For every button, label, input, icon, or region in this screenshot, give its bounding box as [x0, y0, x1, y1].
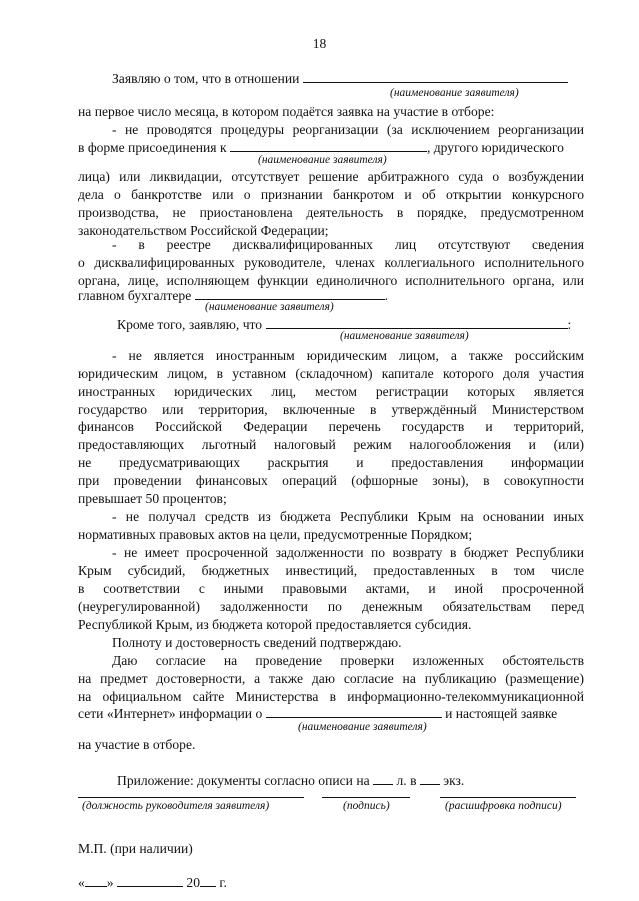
debt-line-4: (неурегулированной) задолженности по денежным обязательствам перед	[78, 599, 584, 614]
signature-caption: (подпись)	[343, 800, 390, 812]
reorganization-line-1: - не проводятся процедуры реорганизации (за исключением реорганизации	[112, 122, 584, 137]
sheets-count-blank	[373, 772, 393, 785]
budget-funds-line-1: - не получал средств из бюджета Республики Крым на основании иных	[112, 509, 584, 524]
page-number: 18	[312, 36, 327, 51]
year-prefix: 20	[186, 875, 200, 890]
foreign-line-8: при проведении финансовых операций (офшорные зоны), в совокупности	[78, 473, 584, 488]
debt-line-5: Республикой Крым, из бюджета которой предоставляется субсидия.	[78, 617, 472, 632]
day-blank	[85, 874, 107, 887]
debt-line-1: - не имеет просроченной задолженности по возврату в бюджет Республики	[112, 545, 584, 560]
foreign-line-3: иностранных юридических лиц, местом регистрации которых является	[78, 384, 584, 399]
foreign-line-7: не предусматривающих раскрытия и предоставления информации	[78, 455, 584, 470]
attachment-text: Приложение: документы согласно описи на	[117, 773, 370, 788]
applicant-name-caption: (наименование заявителя)	[390, 87, 519, 99]
foreign-line-4: государство или территория, включенные в утверждённый Министерством	[78, 402, 584, 417]
debt-line-2: Крым субсидий, бюджетных инвестиций, предоставленных в том числе	[78, 563, 584, 578]
confirmation-line: Полноту и достоверность сведений подтверждаю.	[112, 635, 402, 650]
consent-line-1: Даю согласие на проведение проверки изложенных обстоятельств	[112, 653, 584, 668]
sheets-text: л. в	[396, 773, 417, 788]
budget-funds-line-2: нормативных правовых актов на цели, предусмотренные Порядком;	[78, 527, 473, 542]
other-entity-text: , другого юридического	[426, 140, 564, 155]
accession-target-caption: (наименование заявителя)	[258, 154, 387, 166]
foreign-line-2: юридическим лицом, в уставном (складочном) капитале которого доля участия	[78, 366, 584, 381]
chief-accountant-text: главном бухгалтере	[78, 288, 192, 303]
accession-target-blank	[230, 139, 427, 152]
statement-intro-line	[112, 70, 584, 87]
first-day-line: на первое число месяца, в котором подаётся заявка на участие в отборе:	[78, 104, 495, 119]
chief-accountant-blank	[195, 287, 385, 300]
colon-text: :	[567, 317, 572, 332]
this-application-text: и настоящей заявке	[445, 706, 558, 721]
decoding-caption: (расшифровка подписи)	[445, 800, 562, 812]
date-close-quote: »	[106, 875, 114, 890]
date-line	[78, 874, 584, 891]
disqualified-line-3: органа, лице, исполняющем функции единоличного исполнительного органа, или	[78, 273, 584, 288]
moreover-text: Кроме того, заявляю, что	[117, 317, 263, 332]
stamp-line: М.П. (при наличии)	[78, 841, 193, 856]
date-open-quote: «	[78, 875, 85, 890]
disqualified-line-2: о дисквалифицированных руководителе, членах коллегиального исполнительного	[78, 255, 584, 270]
consent-line-2: на предмет достоверности, а также даю согласие на публикацию (размещение)	[78, 671, 584, 686]
internet-applicant-caption: (наименование заявителя)	[298, 721, 427, 733]
foreign-line-9: превышает 50 процентов;	[78, 491, 227, 506]
internet-info-text: сети «Интернет» информации о	[78, 706, 263, 721]
copies-text: экз.	[443, 773, 465, 788]
year-blank	[200, 874, 216, 887]
copies-count-blank	[420, 772, 440, 785]
applicant-name-blank	[303, 70, 568, 83]
debt-line-3: в соответствии с иными правовыми актами, и иной просроченной	[78, 581, 584, 596]
liquidation-line-2: дела о банкротстве или о признании банкротом и об открытии конкурсного	[78, 187, 584, 202]
consent-line-5: на участие в отборе.	[78, 737, 196, 752]
period-text: .	[384, 288, 389, 303]
signature-line	[322, 797, 410, 798]
chief-accountant-caption: (наименование заявителя)	[205, 301, 334, 313]
internet-applicant-blank	[266, 705, 442, 718]
year-suffix: г.	[219, 875, 227, 890]
liquidation-line-4: законодательством Российской Федерации;	[78, 223, 329, 238]
moreover-applicant-blank	[266, 316, 568, 329]
position-line	[78, 797, 304, 798]
liquidation-line-3: производства, не приостановлена деятельность в порядке, предусмотренном	[78, 205, 584, 220]
foreign-line-5: финансов Российской Федерации перечень государств и территорий,	[78, 419, 584, 434]
month-blank	[117, 874, 183, 887]
moreover-applicant-caption: (наименование заявителя)	[340, 330, 469, 342]
accession-text: в форме присоединения к	[78, 140, 227, 155]
decoding-line	[440, 797, 576, 798]
liquidation-line-1: лица) или ликвидации, отсутствует решение арбитражного суда о возбуждении	[78, 169, 584, 184]
position-caption: (должность руководителя заявителя)	[82, 800, 270, 812]
consent-line-4	[78, 705, 584, 722]
disqualified-line-1: - в реестре дисквалифицированных лиц отсутствуют сведения	[112, 237, 584, 252]
foreign-line-6: предоставляющих льготный налоговый режим налогообложения и (или)	[78, 437, 584, 452]
consent-line-3: на официальном сайте Министерства в информационно-телекоммуникационной	[78, 689, 584, 704]
attachment-line	[117, 772, 584, 789]
statement-intro-text: Заявляю о том, что в отношении	[112, 71, 300, 86]
foreign-line-1: - не является иностранным юридическим лицом, а также российским	[112, 348, 584, 363]
